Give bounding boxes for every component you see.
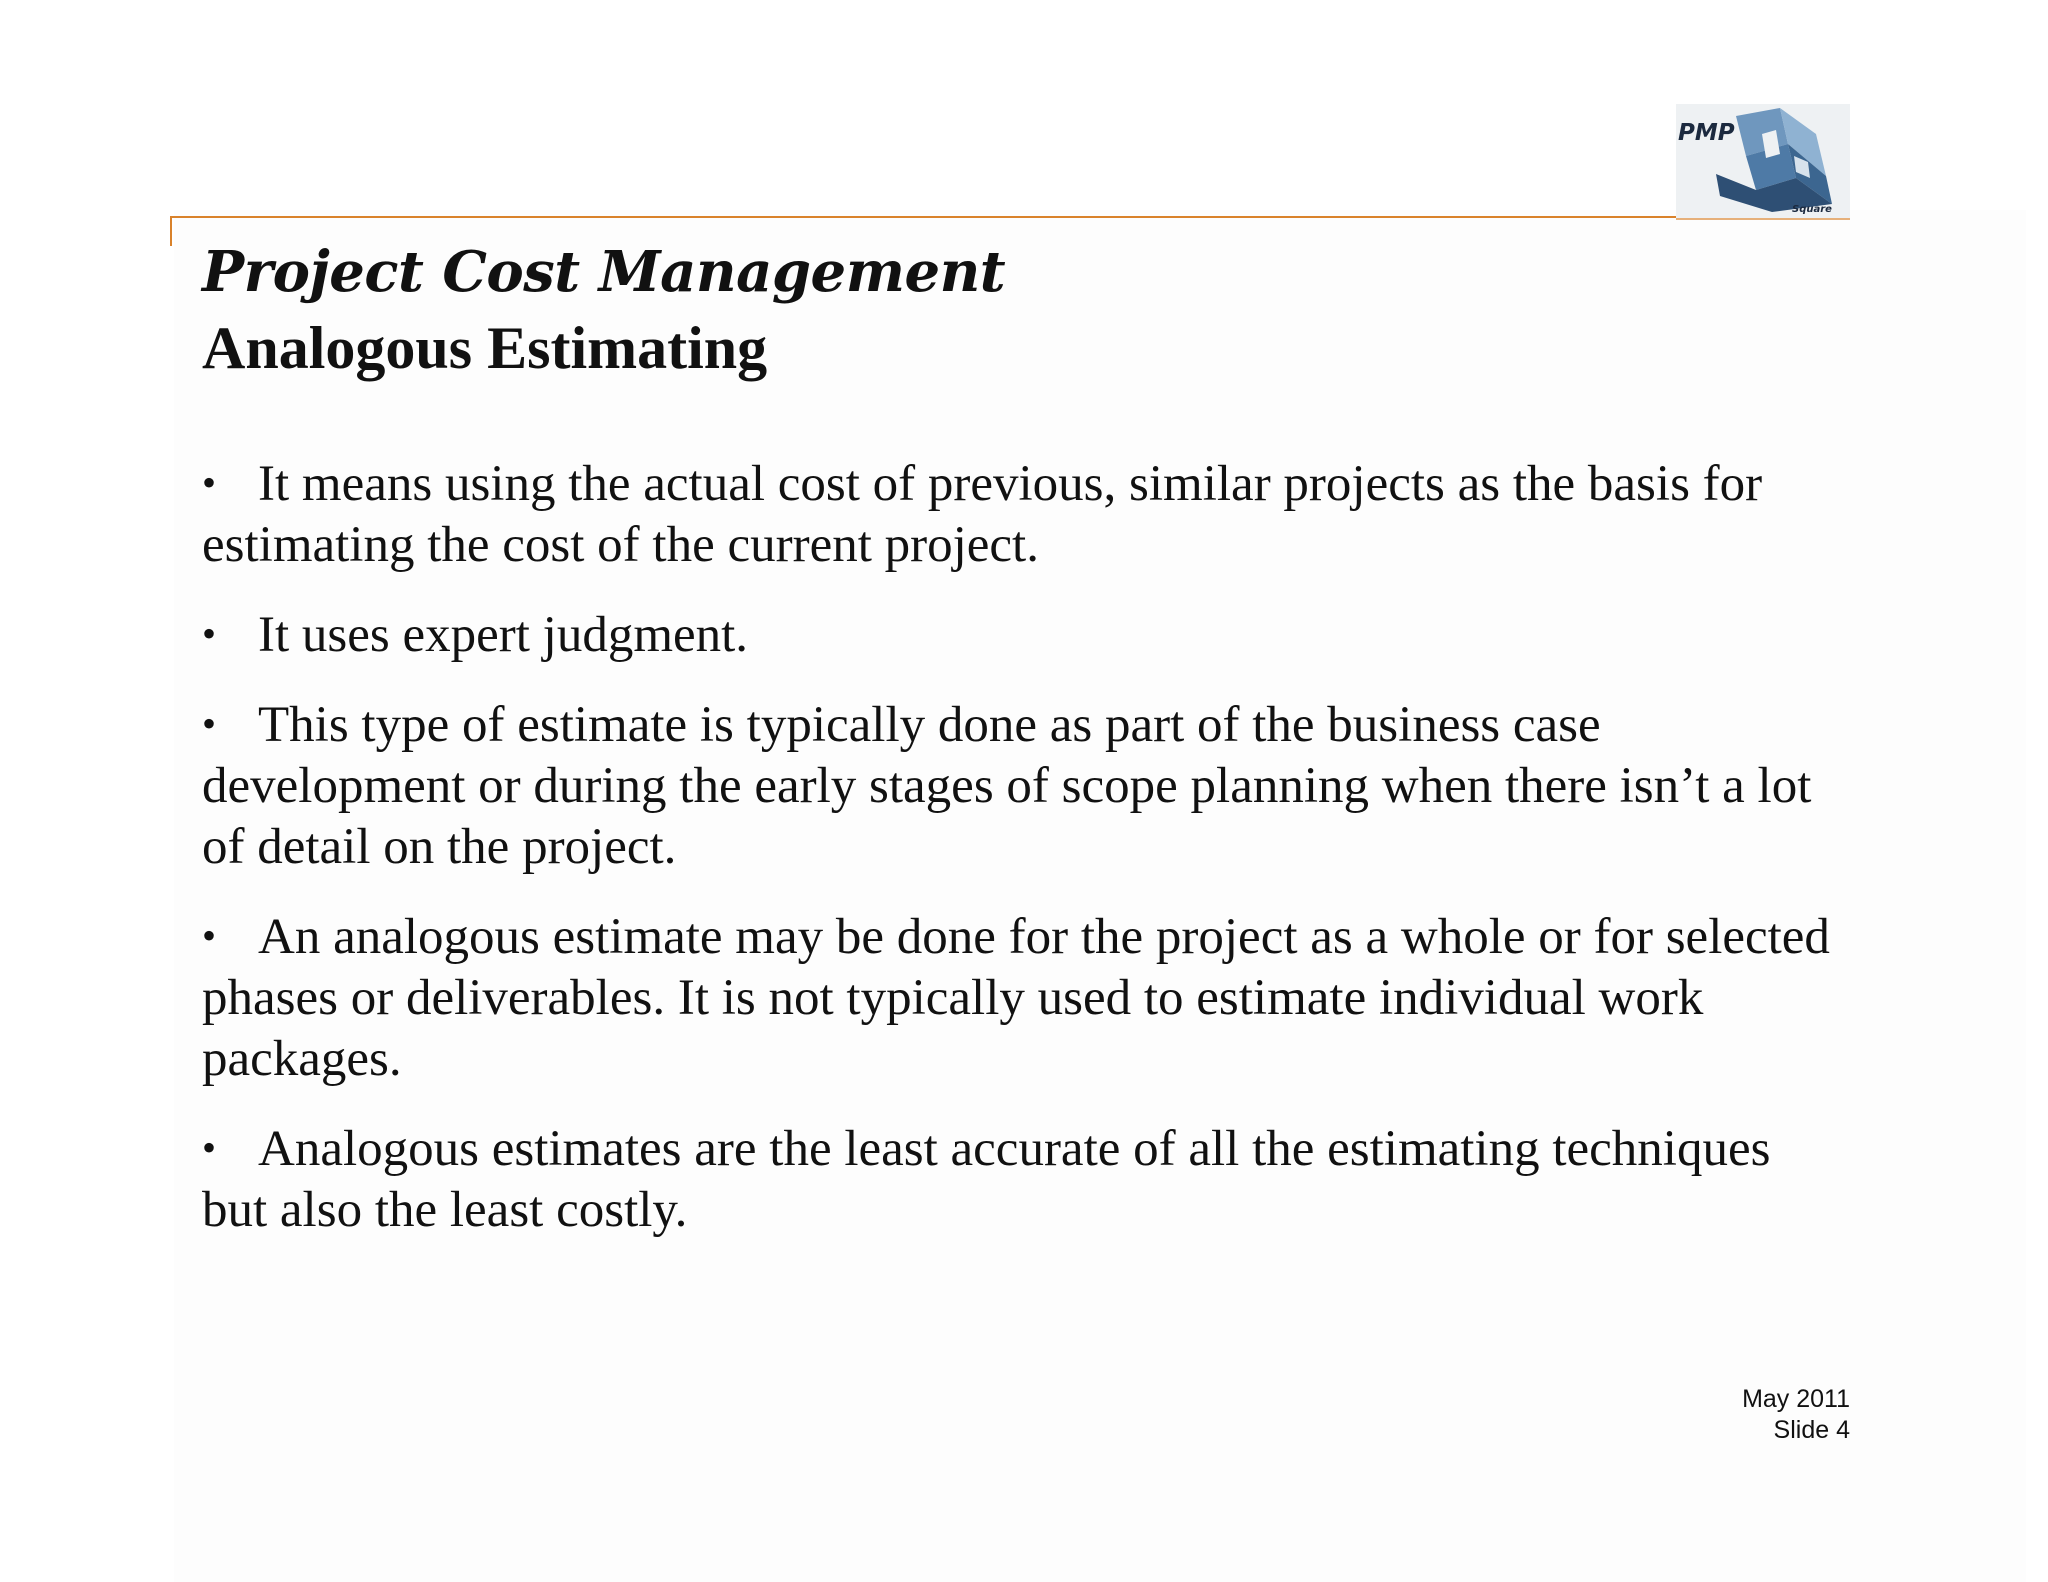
footer-date: May 2011 bbox=[1742, 1385, 1850, 1413]
logo-text-main: PMP bbox=[1678, 120, 1735, 146]
logo-text-sub: Square bbox=[1792, 204, 1832, 215]
bullet-text: It uses expert judgment. bbox=[258, 607, 749, 663]
bullet-text: An analogous estimate may be done for the project as a whole or for selected phases or deliverables. It is not typically used to estimate individual work packages. bbox=[202, 909, 1830, 1087]
bullet-icon: • bbox=[202, 913, 217, 958]
slide-subtitle: Analogous Estimating bbox=[202, 315, 768, 381]
bullet-text: It means using the actual cost of previous, similar projects as the basis for estimating the cost of the current project. bbox=[202, 456, 1763, 573]
bullet-item bbox=[202, 905, 1842, 1090]
bullet-text: This type of estimate is typically done as part of the business case development or during the early stages of scope planning when there isn’t a lot of detail on the project. bbox=[202, 697, 1812, 875]
bullet-item bbox=[202, 693, 1842, 878]
bullet-item bbox=[202, 452, 1842, 576]
footer-slide-number: Slide 4 bbox=[1773, 1416, 1850, 1444]
slide-footer bbox=[1742, 1384, 1850, 1446]
bullet-text: Analogous estimates are the least accurate of all the estimating techniques but also the least costly. bbox=[202, 1121, 1771, 1238]
bullet-item bbox=[202, 1117, 1842, 1241]
bullet-list bbox=[202, 452, 1842, 1268]
title-rule-tail bbox=[1676, 218, 1850, 220]
bullet-icon: • bbox=[202, 611, 217, 656]
bullet-icon: • bbox=[202, 1125, 217, 1170]
bullet-icon: • bbox=[202, 701, 217, 746]
title-rule-tick bbox=[170, 216, 172, 246]
slide-title: Project Cost Management bbox=[202, 239, 1006, 305]
bullet-icon: • bbox=[202, 460, 217, 505]
bullet-item bbox=[202, 603, 1842, 666]
pmp-square-logo-icon bbox=[1676, 104, 1850, 218]
title-rule bbox=[170, 216, 1676, 218]
